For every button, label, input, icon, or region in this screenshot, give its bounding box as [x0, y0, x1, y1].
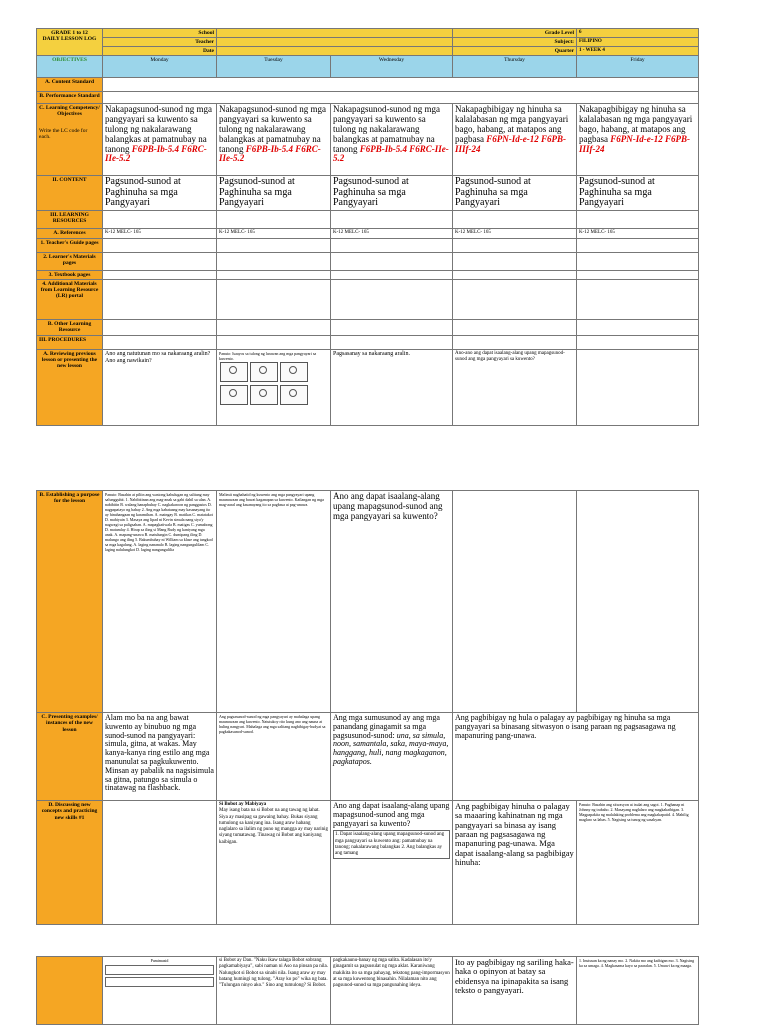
competency-thu	[453, 104, 577, 176]
review-wed: Pagsasanay sa nakaraang aralin.	[331, 349, 453, 425]
competency-label: C. Learning Competency/ Objectives	[39, 105, 100, 118]
lc-code: F6PB-Ib-5.4 F6RC-IIe-5.2	[105, 143, 207, 164]
references-tue: K-12 MELC- 165	[217, 228, 331, 238]
content-thu: Pagsunod-sunod at Paghinuha sa mga Pangyayari	[453, 176, 577, 211]
content-label: II. CONTENT	[37, 176, 103, 211]
presenting-mon-text: Alam mo ba na ang bawat kuwento ay binubuo ng mga sunod-sunod na pangyayari: simula, gitna, at wakas. May kanya-kanya ring estilo ang mga manunulat sa pagkukuwento. Minsan ay pabalik na nagsisimula sa gitna, patungo sa simula o tinatawag na flashback.	[105, 713, 214, 793]
day-thursday: Thursday	[453, 56, 577, 78]
performance-standard-label: B. Performance Standard	[37, 92, 103, 104]
competency-text: Nakapagsunod-sunod ng mga pangyayari sa kuwento sa tulong ng nakalarawang balangkas at pamatnubay na tanong	[219, 104, 326, 154]
discussing-wed	[331, 801, 453, 925]
references-thu: K-12 MELC- 165	[453, 228, 577, 238]
date-label: Date	[103, 47, 217, 56]
school-label: School	[103, 29, 217, 38]
day-friday: Friday	[577, 56, 699, 78]
day-tuesday: Tuesday	[217, 56, 331, 78]
picture-grid	[219, 361, 328, 407]
purpose-tue: Malimit naghahatid ng kuwento ang mga pangyayari upang maunawaan ang bawat kaganapan sa kuwento. Kailangan ng mga mag-aaral ang kasanayang ito sa pagbasa at pag-unawa.	[217, 491, 331, 713]
competency-text: Nakapagsunod-sunod ng mga pangyayari sa kuwento sa tulong ng nakalarawang balangkas at pamatnubay na tanong	[333, 104, 440, 154]
row3-wed: pagkakaunu-banay ng mga salita. Kadalasan ito'y ginagamit sa pagsusulat ng mga aklat. Karaniwang makikita ito sa mga pahayag, tekstong pang-impormasyon at sa mga kuwentong binasahin. Nilalaman nito ang pagsunod-sunod sa mga pangunahing ideya.	[331, 957, 453, 1025]
references-mon: K-12 MELC- 165	[103, 228, 217, 238]
purpose-mon: Panuto: Basahin at piliin ang wastong kahulugan ng salitang may salungguhit. 1. Nabibitinan ang mag-anak sa gabi dahil sa ulan. A. nabibitin B. walang hanapbuhay C. nagkakaroon ng panggastos D. nagpapatayo ng bahay 2. Ang mga kabataang may kasanayang ito ay hinahangaan ng karamihan. A. maingay B. matikas C. matatakot D. mahiyain 3. Masaya ang lipad ni Kevin simula nang siya'y nagwagi sa paligsahan. A. mapagkatiwala B. matigas C. yumabong D. matamlay 4. Hirap sa iling si Mang Rudy ng kaniyang mga anak. A. mapang-unawa B. matulungin C. dumipang iling D. malungo ang iling 5. Bakumbuhay ni William sa klase ang tangkod sa mga kagalang. A. laging nananalo B. laging nangungulilam C. laging nalulungkot D. laging nangungulilia	[103, 491, 217, 713]
story-picture-2	[250, 362, 278, 382]
presenting-mon	[103, 713, 217, 801]
competency-label-cell	[37, 104, 103, 176]
other-resource-label: B. Other Learning Resource	[37, 319, 103, 335]
purpose-fri	[577, 491, 699, 713]
review-tue	[217, 349, 331, 425]
teachers-guide-label: 1. Teacher's Guide pages	[37, 238, 103, 252]
row3-fri: 1. Inutusan ka ng nanay mo. 2. Nakita mo ang kaibigan mo. 3. Nagising ka sa umaga. 4. Magkasama kayo sa paaralan. 5. Umuwi ka ng maaga.	[577, 957, 699, 1025]
presenting-wed	[331, 713, 453, 801]
review-thu: Ano-ano ang dapat isaalang-alang upang mapagsunod-sunod ang mga pangyayari sa kuwento?	[453, 349, 577, 425]
competency-tue	[217, 104, 331, 176]
teacher-value	[217, 38, 453, 47]
additional-materials-label: 4. Additional Materials from Learning Resource (LR) portal	[37, 279, 103, 319]
content-standard-label: A. Content Standard	[37, 78, 103, 92]
competency-fri	[577, 104, 699, 176]
picture-caption: Panuto: Isaayos sa tulong ng larawan ang mga pangyayari sa kuwento.	[219, 350, 317, 361]
row3-mon	[103, 957, 217, 1025]
lc-code: F6PB-Ib-5.4 F6RC-IIe-5.2	[219, 143, 321, 164]
worksheet-title: Pamimasid	[150, 958, 169, 963]
references-fri: K-12 MELC- 165	[577, 228, 699, 238]
row3-thu: Ito ay pagbibigay ng sariling haka-haka o opinyon at batay sa ebidensya na ipinapakita sa isang teksto o pangyayari.	[453, 957, 577, 1025]
day-wednesday: Wednesday	[331, 56, 453, 78]
establishing-purpose-label: B. Establishing a purpose for the lesson	[37, 491, 103, 713]
competency-text: Nakapagsunod-sunod ng mga pangyayari sa kuwento sa tulong ng nakalarawang balangkas at pamatnubay na tanong	[105, 104, 212, 154]
learners-materials-label: 2. Learner's Materials pages	[37, 252, 103, 270]
day-monday: Monday	[103, 56, 217, 78]
log-title: DAILY LESSON LOG	[42, 36, 97, 42]
competency-wed	[331, 104, 453, 176]
discussion-question: Ano ang dapat isaalang-alang upang mapagsunod-sunod ang mga pangyayari sa kuwento?	[333, 801, 450, 828]
performance-standard-value	[103, 92, 699, 104]
answer-box: 1. Dapat isaalang-alang upang mapagsunod-sunod ang mga pangyayari sa kuwento ang: pamatnubay na tanong; nakalarawang balangkas 2. Ang balangkas ay ang tamang	[333, 830, 450, 859]
story-title: Si Bobot ay Mabiyaya	[219, 802, 267, 807]
markers-list: una, sa simula, noon, samantala, saka, maya-maya, hanggang, huli, nang magkaganon, pagkatapos.	[333, 730, 449, 766]
presenting-tue: Ang pagsasunod-sunod ng mga pangyayari ay mahalaga upang maunawaan ang kuwento. Natutukoy rito kung ano ang nauna at huling nangyari. Mahalaga ang mga salitang nagbibigay-hudyat sa pagkakasunod-sunod.	[217, 713, 331, 801]
row3-label	[37, 957, 103, 1025]
story-picture-1	[220, 362, 248, 382]
presenting-examples-label: C. Presenting examples/ instances of the new lesson	[37, 713, 103, 801]
markers-intro: Ang mga sumusunod ay ang mga panandang ginagamit sa mga pagsusunod-sunod:	[333, 713, 440, 740]
discussing-thu: Ang pagbibigay hinuha o palagay sa maaaring kahinatnan ng mga pangyayari sa binasa ay isang paraan ng pagsasagawa ng mapanuring pag-unawa. Mga dapat isaalang-alang sa pagbibigay hinuha:	[453, 801, 577, 925]
learning-resources-label: III. LEARNING RESOURCES	[37, 210, 103, 228]
content-mon: Pagsunod-sunod at Paghinuha sa mga Pangyayari	[103, 176, 217, 211]
quarter-label: Quarter	[453, 47, 577, 56]
references-label: A. References	[37, 228, 103, 238]
discussing-tue	[217, 801, 331, 925]
grade-level-label: Grade Level	[453, 29, 577, 38]
story-picture-6	[280, 385, 308, 405]
row3-tue: si Bobot ay Dan. "Naku ikaw talaga Bobot sobrang pagkamabiyaya", sabi naman ni Aso na pinsan pa nila. Nalungkot si Bobot sa sinabi nila. Isang araw ay may batang humingi ng tulong. "Aray ko po" wika ng bata. "Tulungan ninyo ako." Sino ang tumulong? Si Bobot.	[217, 957, 331, 1025]
story-picture-4	[220, 385, 248, 405]
lc-code: F6PN-Id-e-12 F6PB-IIIf-24	[579, 133, 690, 154]
purpose-thu	[453, 491, 577, 713]
lesson-log-table-1	[36, 28, 699, 426]
subject-label: Subject:	[453, 38, 577, 47]
procedures-label: III. PROCEDURES	[37, 335, 103, 349]
reviewing-label: A. Reviewing previous lesson or presenting the new lesson	[37, 349, 103, 425]
discussing-mon	[103, 801, 217, 925]
objectives-header: OBJECTIVES	[37, 56, 103, 78]
worksheet-box-2	[105, 977, 214, 987]
grade-box-label: GRADE 1 to 12	[51, 30, 88, 36]
worksheet-box-1	[105, 965, 214, 975]
lesson-log-table-3	[36, 956, 699, 1025]
story-picture-3	[280, 362, 308, 382]
lc-code: F6PN-Id-e-12 F6PB-IIIf-24	[455, 133, 566, 154]
content-wed: Pagsunod-sunod at Paghinuha sa mga Pangyayari	[331, 176, 453, 211]
subject-value: FILIPINO	[577, 38, 699, 47]
review-mon: Ano ang natutunan mo sa nakaraang aralin? Ano ang nawikain?	[103, 349, 217, 425]
story-body: May isang bata na si Bobot na ang tawag ng lahat. Siya ay masipag sa gawaing bahay. Bukas siyang tumulong sa kaniyang ina. Isang araw habang naglalaro sa ilalim ng puno ng mangga ay may narinig siyang tumatawag. Tinawag ni Bobot ang kaniyang kaibigan.	[219, 808, 328, 845]
references-wed: K-12 MELC- 165	[331, 228, 453, 238]
competency-mon	[103, 104, 217, 176]
grade-log-box	[37, 29, 103, 56]
content-standard-value	[103, 78, 699, 92]
competency-note: Write the LC code for each.	[39, 127, 88, 140]
grade-level-value: 6	[577, 29, 699, 38]
story-picture-5	[250, 385, 278, 405]
textbook-pages-label: 3. Textbook pages	[37, 270, 103, 279]
competency-text: Nakapagbibigay ng hinuha sa kalalabasan ng mga pangyayari bago, habang, at matapos ang pagbasa	[455, 104, 569, 144]
quarter-value: 1 - WEEK 4	[577, 47, 699, 56]
presenting-thu: Ang pagbibigay ng hula o palagay ay pagbibigay ng hinuha sa mga pangyayari sa binasang sitwasyon o isang paraan ng pagsasagawa ng mapanuring pang-unawa.	[453, 713, 699, 801]
lc-code: F6PB-Ib-5.4 F6RC-IIe-5.2	[333, 143, 449, 164]
review-fri	[577, 349, 699, 425]
discussing-fri: Panuto: Basahin ang sitwasyon at isulat ang sagot. 1. Paghanap ni Johnny ng trabaho. 2. Masayang naglalaro ang magkakaibigan. 3. Magpapakita ng malalaking problema ang magkakapatid. 4. Mahilig maglaro sa labas. 5. Nagising sa tunog ng sasakyan.	[577, 801, 699, 925]
content-fri: Pagsunod-sunod at Paghinuha sa mga Pangyayari	[577, 176, 699, 211]
school-value	[217, 29, 453, 38]
date-value	[217, 47, 453, 56]
lesson-log-table-2	[36, 490, 699, 925]
content-tue: Pagsunod-sunod at Paghinuha sa mga Pangyayari	[217, 176, 331, 211]
purpose-wed: Ano ang dapat isaalang-alang upang mapagsunod-sunod ang mga pangyayari sa kuwento?	[331, 491, 453, 713]
competency-text: Nakapagbibigay ng hinuha sa kalalabasan ng mga pangyayari bago, habang, at matapos ang pagbasa	[579, 104, 693, 144]
teacher-label: Teacher	[103, 38, 217, 47]
discussing-concepts-label: D. Discussing new concepts and practicing new skills #1	[37, 801, 103, 925]
